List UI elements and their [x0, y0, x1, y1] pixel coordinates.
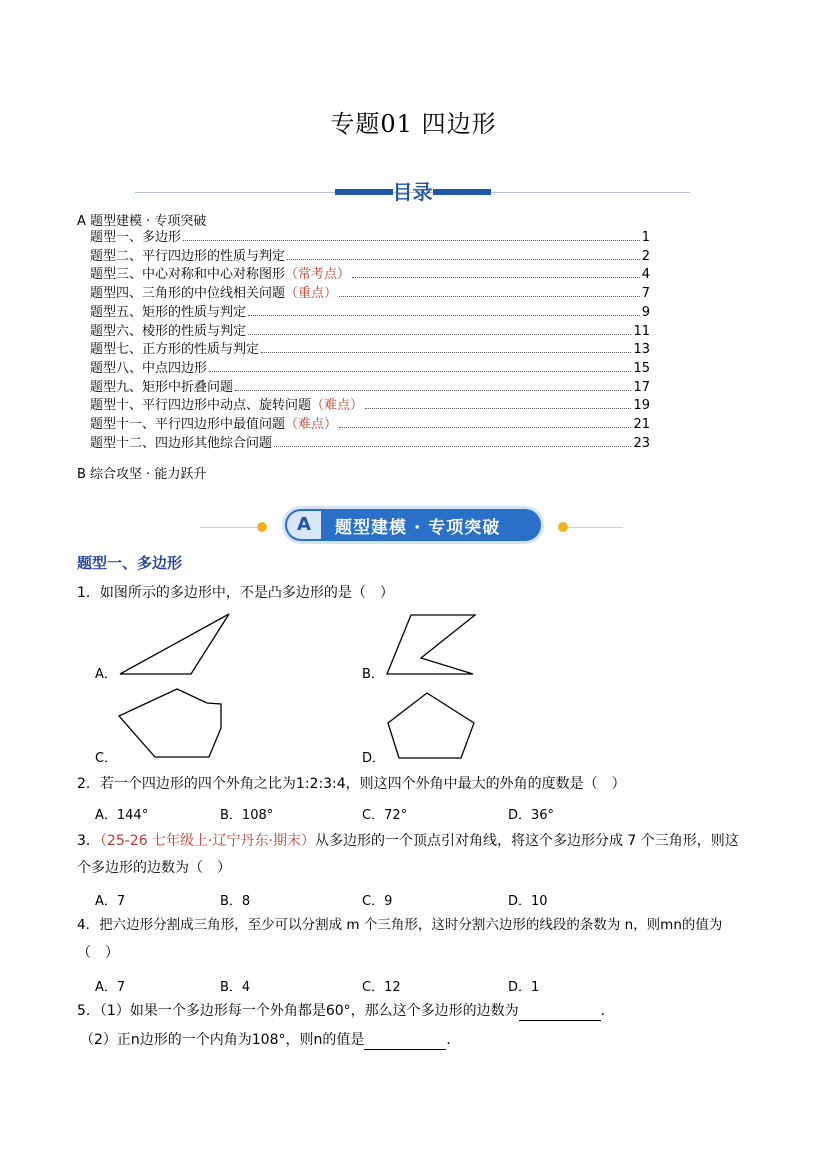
toc-item-page: 13	[633, 342, 650, 358]
toc-item-label: 题型六、棱形的性质与判定	[90, 323, 247, 339]
toc-leader-dots	[235, 390, 631, 391]
question-5-part-1	[77, 1001, 757, 1021]
toc-item-page: 15	[633, 360, 650, 376]
toc-leader-dots	[339, 427, 631, 428]
toc-item-tag: （难点）	[285, 417, 338, 432]
question-2-stem: 2．若一个四边形的四个外角之比为1:2:3:4，则这四个外角中最大的外角的度数是（ ）	[77, 776, 626, 792]
toc-item-tag: （难点）	[311, 398, 364, 414]
q5-part1-text: 5．（1）如果一个多边形每一个外角都是60°，那么这个多边形的边数为	[77, 1003, 519, 1019]
toc-item-label: 题型五、矩形的性质与判定	[90, 304, 247, 320]
toc-part-b: B 综合攻坚 · 能力跃升	[77, 467, 207, 482]
q4-option-b: B．4	[220, 980, 251, 995]
triangle-figure	[117, 612, 232, 677]
toc-item-label: 题型十、平行四边形中动点、旋转问题	[90, 398, 312, 414]
toc-item-label: 题型九、矩形中折叠问题	[90, 379, 234, 395]
toc-item-label: 题型二、平行四边形的性质与判定	[90, 248, 286, 264]
toc-item-page: 7	[641, 286, 650, 302]
answer-blank[interactable]	[519, 1006, 601, 1021]
q4-option-c: C．12	[362, 980, 401, 995]
toc-leader-dots	[274, 446, 631, 447]
toc-leader-dots	[248, 334, 631, 335]
question-1-stem: 1．如图所示的多边形中，不是凸多边形的是（ ）	[77, 585, 394, 601]
toc-part-a: A 题型建模 · 专项突破	[77, 214, 207, 229]
pentagon-figure	[385, 690, 480, 762]
toc-item-label: 题型三、中心对称和中心对称图形	[90, 267, 286, 283]
toc-item[interactable]	[90, 247, 650, 264]
toc-item[interactable]	[90, 434, 650, 451]
q1-option-c: C．	[95, 751, 118, 766]
q2-option-d: D．36°	[508, 808, 555, 823]
toc-leader-dots	[209, 371, 631, 372]
q3-option-a: A．7	[95, 894, 126, 909]
dot-icon	[558, 522, 568, 532]
toc-item[interactable]	[90, 359, 650, 376]
q5-part1-end: ．	[600, 1003, 615, 1019]
question-5-part-2	[80, 1030, 760, 1050]
type-heading: 题型一、多边形	[77, 554, 183, 572]
toc-item-label: 题型四、三角形的中位线相关问题	[90, 286, 286, 302]
toc-item-page: 17	[633, 379, 650, 395]
q4-option-a: A．7	[95, 980, 126, 995]
toc-leader-dots	[183, 240, 640, 241]
toc-item-page: 11	[633, 323, 650, 339]
q1-option-d: D．	[362, 751, 386, 766]
question-3-stem	[77, 831, 757, 851]
q1-option-b: B．	[362, 667, 384, 682]
section-banner	[195, 505, 625, 545]
toc-item[interactable]	[90, 228, 650, 245]
toc-item[interactable]	[90, 322, 650, 339]
q1-option-a: A．	[95, 667, 117, 682]
q3-source: （25-26 七年级上·辽宁丹东·期末）	[99, 833, 315, 849]
toc-leader-dots	[339, 296, 640, 297]
toc-item[interactable]	[90, 303, 650, 320]
toc-item[interactable]	[90, 265, 650, 282]
toc-item-label: 题型七、正方形的性质与判定	[90, 342, 260, 358]
toc-item-page: 19	[633, 398, 650, 414]
toc-leader-dots	[287, 259, 640, 260]
q2-option-a: A．144°	[95, 808, 149, 823]
toc-leader-dots	[248, 315, 640, 316]
toc-item-page: 4	[641, 267, 650, 283]
toc-item[interactable]	[90, 340, 650, 357]
q4-option-d: D．1	[508, 980, 540, 995]
q2-option-b: B．108°	[220, 808, 274, 823]
section-letter: A	[287, 511, 321, 539]
toc-item-page: 2	[641, 248, 650, 264]
q5-part2-end: ．	[446, 1032, 461, 1048]
hexagon-figure	[115, 686, 225, 761]
page-title: 专题01 四边形	[330, 110, 497, 138]
q3-option-c: C．9	[362, 894, 393, 909]
toc-item-label: 题型八、中点四边形	[90, 360, 208, 376]
question-4-stem-line2: （ ）	[77, 945, 119, 961]
toc-item-label: 题型一、多边形	[90, 230, 182, 245]
toc-heading: 目录	[392, 180, 433, 204]
answer-blank[interactable]	[364, 1035, 446, 1050]
toc-item-page: 1	[641, 230, 650, 245]
toc-item-page: 23	[633, 435, 650, 451]
toc-item-label: 题型十二、四边形其他综合问题	[90, 435, 273, 451]
toc-leader-dots	[261, 352, 631, 353]
concave-quadrilateral-figure	[384, 612, 479, 677]
toc-banner	[135, 176, 690, 206]
toc-item-page: 21	[633, 417, 650, 432]
toc-item-label: 题型十一、平行四边形中最值问题	[90, 417, 286, 432]
q3-option-d: D．10	[508, 894, 548, 909]
toc-item-tag: （常考点）	[285, 267, 351, 283]
section-label: 题型建模 · 专项突破	[335, 518, 501, 538]
q3-option-b: B．8	[220, 894, 251, 909]
toc-item[interactable]	[90, 415, 650, 432]
q2-option-c: C．72°	[362, 808, 408, 823]
question-4-stem: 4．把六边形分割成三角形，至少可以分割成 m 个三角形，这时分割六边形的线段的条数为 n，则mn的值为	[77, 917, 723, 933]
toc-leader-dots	[352, 277, 640, 278]
dot-icon	[257, 522, 267, 532]
q5-part2-text: （2）正n边形的一个内角为108°，则n的值是	[80, 1032, 365, 1048]
toc-item-page: 9	[641, 304, 650, 320]
q3-stem-text: 从多边形的一个顶点引对角线，将这个多边形分成 7 个三角形，则这	[314, 833, 739, 849]
toc-item[interactable]	[90, 396, 650, 413]
q3-number: 3．	[77, 833, 100, 849]
toc-leader-dots	[365, 408, 631, 409]
question-3-stem-line2: 个多边形的边数为（ ）	[77, 860, 231, 876]
toc-item[interactable]	[90, 284, 650, 301]
toc-item[interactable]	[90, 378, 650, 395]
toc-item-tag: （重点）	[285, 286, 338, 302]
